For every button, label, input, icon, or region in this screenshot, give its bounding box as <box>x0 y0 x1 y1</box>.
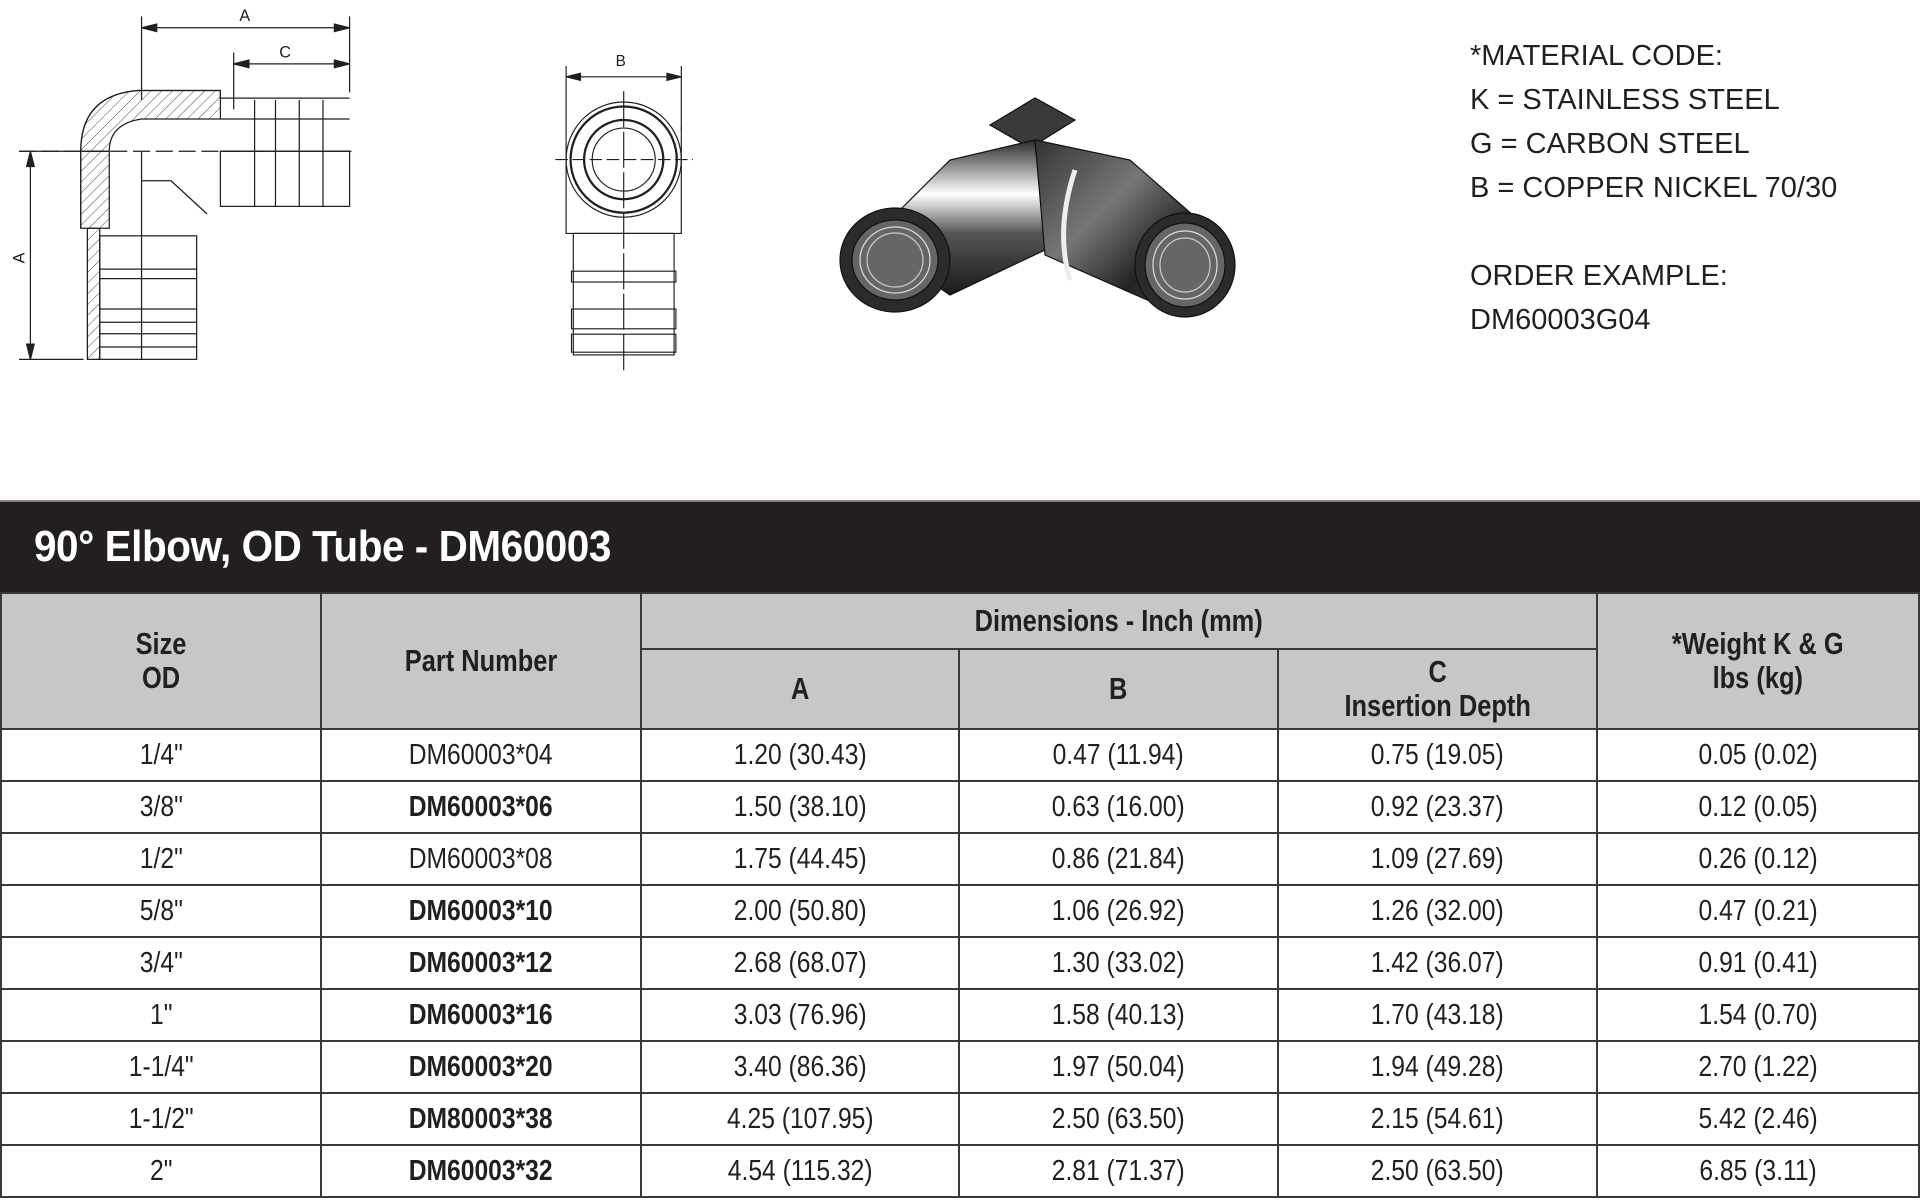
cell-dim-a: 3.03 (76.96) <box>641 989 959 1041</box>
cell-size: 2" <box>1 1145 321 1197</box>
header-dimensions-group: Dimensions - Inch (mm) <box>641 593 1597 649</box>
dim-label-b: B <box>615 53 626 70</box>
table-row <box>1 885 1919 937</box>
order-example-value: DM60003G04 <box>1470 304 1651 336</box>
cell-weight: 0.05 (0.02) <box>1597 729 1919 781</box>
cell-part-number: DM60003*10 <box>321 885 641 937</box>
cell-dim-a: 2.00 (50.80) <box>641 885 959 937</box>
dim-label-c: C <box>279 43 291 62</box>
cell-dim-c: 1.42 (36.07) <box>1278 937 1597 989</box>
cell-dim-c: 2.50 (63.50) <box>1278 1145 1597 1197</box>
cell-part-number: DM60003*12 <box>321 937 641 989</box>
header-part-number: Part Number <box>321 593 641 729</box>
cell-weight: 0.12 (0.05) <box>1597 781 1919 833</box>
cell-weight: 0.26 (0.12) <box>1597 833 1919 885</box>
cell-dim-b: 2.81 (71.37) <box>959 1145 1278 1197</box>
cell-dim-c: 0.92 (23.37) <box>1278 781 1597 833</box>
cell-size: 1" <box>1 989 321 1041</box>
isometric-elbow-render <box>830 80 1250 350</box>
cell-dim-b: 0.86 (21.84) <box>959 833 1278 885</box>
header-size-od: Size OD <box>1 593 321 729</box>
cell-dim-a: 1.75 (44.45) <box>641 833 959 885</box>
cell-part-number: DM60003*06 <box>321 781 641 833</box>
cell-part-number: DM60003*08 <box>321 833 641 885</box>
cell-part-number: DM60003*20 <box>321 1041 641 1093</box>
cell-dim-c: 0.75 (19.05) <box>1278 729 1597 781</box>
cell-size: 3/8" <box>1 781 321 833</box>
cell-weight: 1.54 (0.70) <box>1597 989 1919 1041</box>
cell-dim-b: 1.58 (40.13) <box>959 989 1278 1041</box>
cell-dim-a: 2.68 (68.07) <box>641 937 959 989</box>
spec-table-section <box>0 500 1920 1198</box>
cell-dim-c: 1.09 (27.69) <box>1278 833 1597 885</box>
header-dim-c: C Insertion Depth <box>1278 649 1597 729</box>
cell-dim-a: 3.40 (86.36) <box>641 1041 959 1093</box>
cell-part-number: DM60003*04 <box>321 729 641 781</box>
cell-weight: 5.42 (2.46) <box>1597 1093 1919 1145</box>
cell-dim-b: 1.06 (26.92) <box>959 885 1278 937</box>
cell-dim-a: 4.25 (107.95) <box>641 1093 959 1145</box>
cell-weight: 2.70 (1.22) <box>1597 1041 1919 1093</box>
material-code-k: K = STAINLESS STEEL <box>1470 84 1780 116</box>
material-code-block <box>1470 34 1837 342</box>
cell-dim-a: 1.50 (38.10) <box>641 781 959 833</box>
cell-part-number: DM60003*32 <box>321 1145 641 1197</box>
cell-dim-c: 1.70 (43.18) <box>1278 989 1597 1041</box>
cell-dim-b: 0.63 (16.00) <box>959 781 1278 833</box>
cell-size: 1/4" <box>1 729 321 781</box>
header-dim-b: B <box>959 649 1278 729</box>
header-weight: *Weight K & G lbs (kg) <box>1597 593 1919 729</box>
header-dim-a: A <box>641 649 959 729</box>
table-row <box>1 989 1919 1041</box>
table-row <box>1 937 1919 989</box>
cell-dim-b: 1.97 (50.04) <box>959 1041 1278 1093</box>
material-code-heading: *MATERIAL CODE: <box>1470 40 1723 72</box>
dimensions-table <box>0 592 1920 1198</box>
cell-size: 1-1/4" <box>1 1041 321 1093</box>
cell-part-number: DM60003*16 <box>321 989 641 1041</box>
cell-weight: 0.91 (0.41) <box>1597 937 1919 989</box>
cell-dim-b: 2.50 (63.50) <box>959 1093 1278 1145</box>
cell-dim-b: 0.47 (11.94) <box>959 729 1278 781</box>
cell-size: 3/4" <box>1 937 321 989</box>
cell-size: 1-1/2" <box>1 1093 321 1145</box>
table-row <box>1 833 1919 885</box>
end-view-drawing <box>540 30 720 390</box>
cell-size: 1/2" <box>1 833 321 885</box>
table-row <box>1 1041 1919 1093</box>
table-row <box>1 729 1919 781</box>
dim-label-a-top: A <box>239 7 251 26</box>
material-code-g: G = CARBON STEEL <box>1470 128 1750 160</box>
table-row <box>1 1145 1919 1197</box>
cell-dim-a: 4.54 (115.32) <box>641 1145 959 1197</box>
cell-dim-c: 1.94 (49.28) <box>1278 1041 1597 1093</box>
table-title-bar <box>0 500 1920 592</box>
table-row <box>1 1093 1919 1145</box>
order-example-heading: ORDER EXAMPLE: <box>1470 260 1728 292</box>
cell-weight: 6.85 (3.11) <box>1597 1145 1919 1197</box>
cell-part-number: DM80003*38 <box>321 1093 641 1145</box>
cell-dim-c: 2.15 (54.61) <box>1278 1093 1597 1145</box>
cell-dim-c: 1.26 (32.00) <box>1278 885 1597 937</box>
table-row <box>1 781 1919 833</box>
side-section-drawing <box>0 0 380 390</box>
cell-dim-b: 1.30 (33.02) <box>959 937 1278 989</box>
cell-size: 5/8" <box>1 885 321 937</box>
table-title: 90° Elbow, OD Tube - DM60003 <box>34 522 611 571</box>
material-code-b: B = COPPER NICKEL 70/30 <box>1470 172 1838 204</box>
cell-weight: 0.47 (0.21) <box>1597 885 1919 937</box>
cell-dim-a: 1.20 (30.43) <box>641 729 959 781</box>
dim-label-a-side: A <box>10 252 29 264</box>
